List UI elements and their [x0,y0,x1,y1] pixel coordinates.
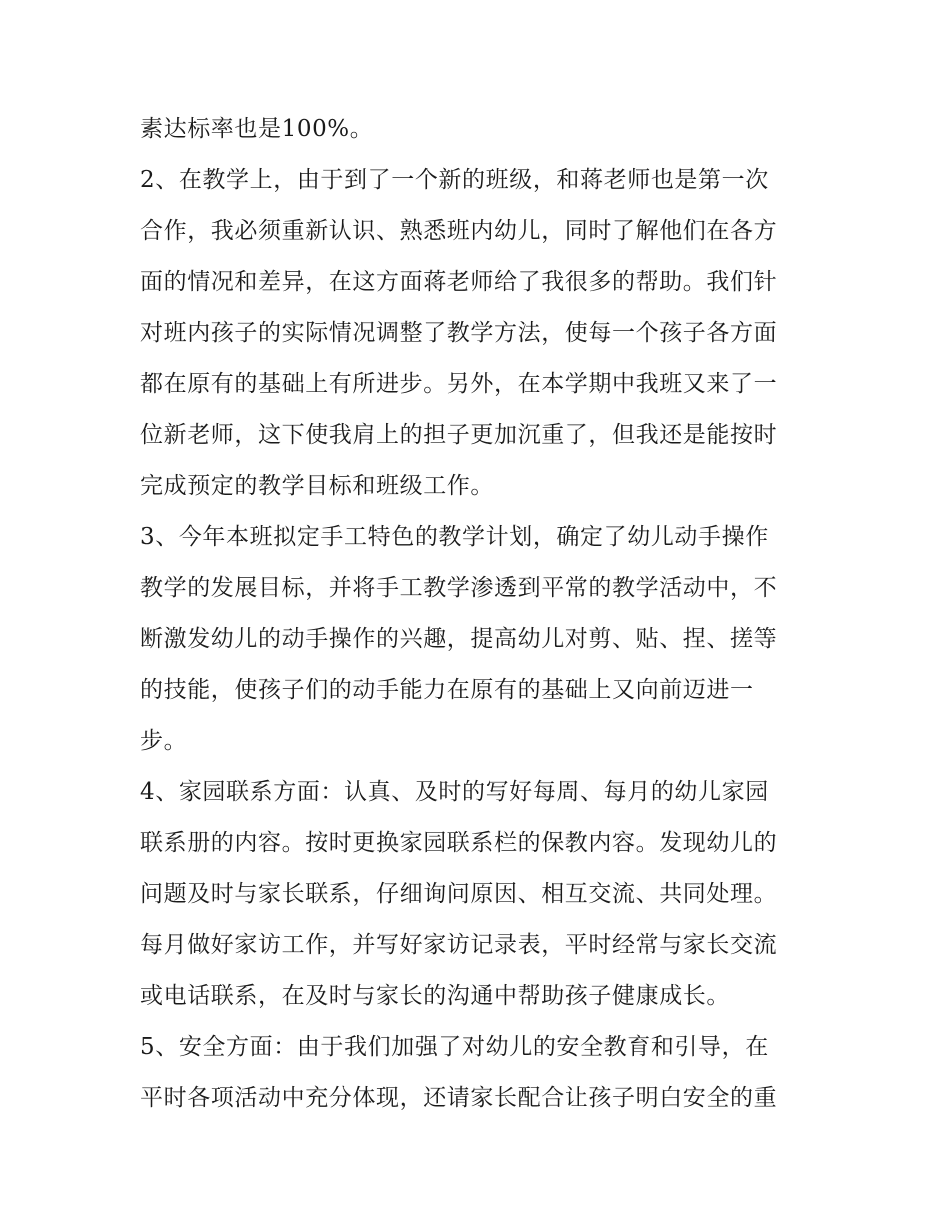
text-line: 的技能，使孩子们的动手能力在原有的基础上又向前迈进一 [140,677,754,703]
text-line: 步。 [140,728,188,754]
text-line: 每月做好家访工作，并写好家访记录表，平时经常与家长交流 [140,932,778,958]
text-line: 4、家园联系方面：认真、及时的写好每周、每月的幼儿家园 [140,779,769,805]
text-line: 合作，我必须重新认识、熟悉班内幼儿，同时了解他们在各方 [140,218,778,244]
text-line: 断激发幼儿的动手操作的兴趣，提高幼儿对剪、贴、捏、搓等 [140,626,778,652]
text-line: 2、在教学上，由于到了一个新的班级，和蒋老师也是第一次 [140,167,769,193]
text-line: 3、今年本班拟定手工特色的教学计划，确定了幼儿动手操作 [140,524,769,550]
text-line: 教学的发展目标，并将手工教学渗透到平常的教学活动中，不 [140,575,778,601]
text-line: 位新老师，这下使我肩上的担子更加沉重了，但我还是能按时 [140,422,778,448]
text-line: 都在原有的基础上有所进步。另外，在本学期中我班又来了一 [140,371,778,397]
text-line: 问题及时与家长联系，仔细询问原因、相互交流、共同处理。 [140,881,778,907]
text-line: 联系册的内容。按时更换家园联系栏的保教内容。发现幼儿的 [140,830,778,856]
text-line: 平时各项活动中充分体现，还请家长配合让孩子明白安全的重 [140,1085,778,1111]
text-line: 素达标率也是100%。 [140,116,374,142]
text-line: 对班内孩子的实际情况调整了教学方法，使每一个孩子各方面 [140,320,778,346]
text-line: 5、安全方面：由于我们加强了对幼儿的安全教育和引导，在 [140,1034,769,1060]
text-line: 或电话联系，在及时与家长的沟通中帮助孩子健康成长。 [140,983,730,1009]
document-body [140,104,820,1124]
text-line: 面的情况和差异，在这方面蒋老师给了我很多的帮助。我们针 [140,269,778,295]
text-line: 完成预定的教学目标和班级工作。 [140,473,494,499]
